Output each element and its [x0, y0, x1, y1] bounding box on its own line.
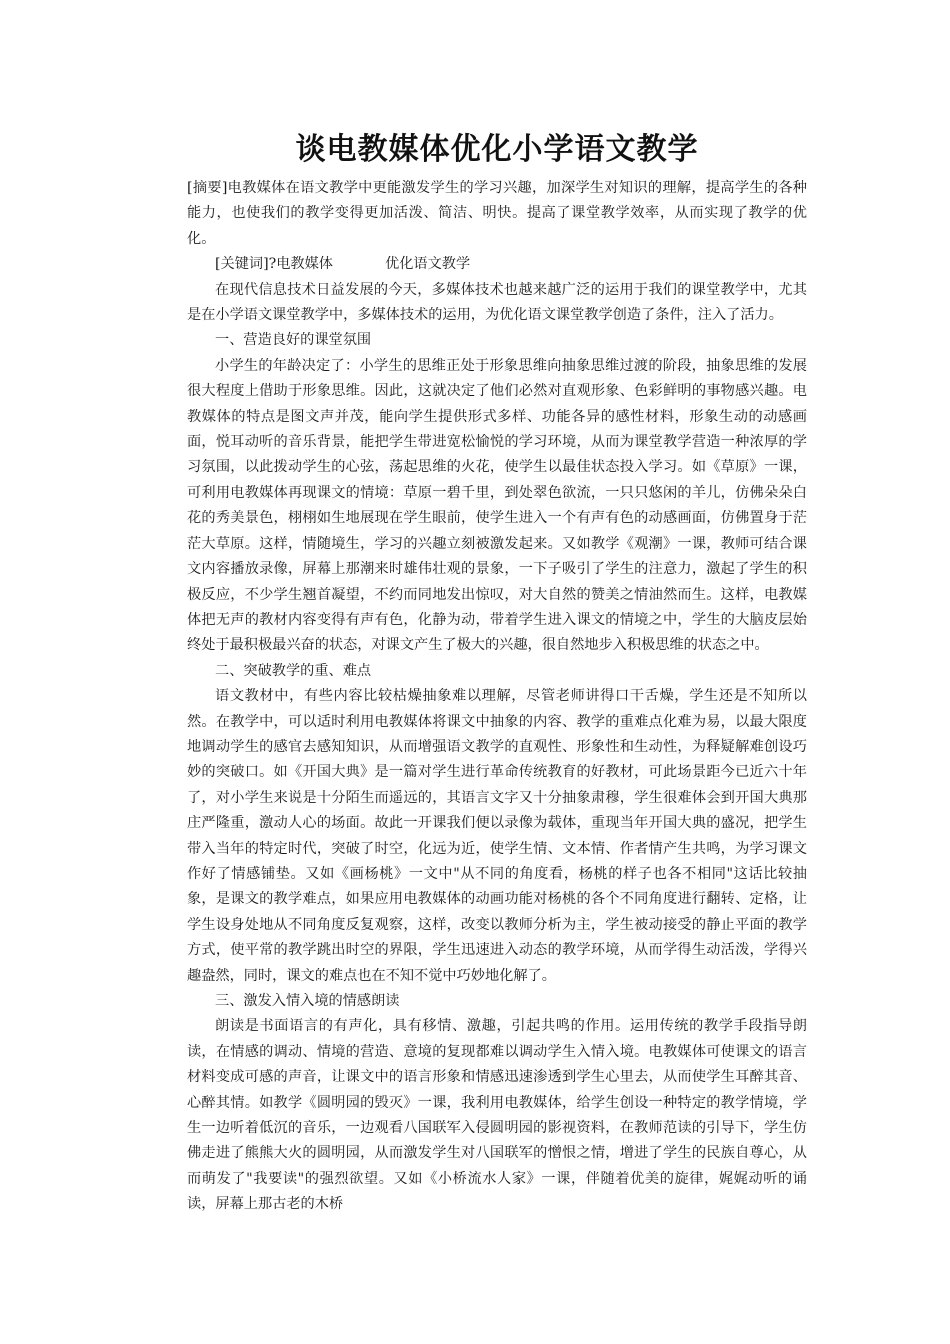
abstract-paragraph: [摘要]电教媒体在语文教学中更能激发学生的学习兴趣，加深学生对知识的理解，提高学生的各种能力，也使我们的教学变得更加活泼、简洁、明快。提高了课堂教学效率，从而实现了教学的优化。: [187, 180, 807, 247]
section3-heading: 三、激发入情入境的情感朗读: [215, 993, 400, 1009]
section3-body: 朗读是书面语言的有声化，具有移情、激趣，引起共鸣的作用。运用传统的教学手段指导朗读，在情感的调动、情境的营造、意境的复现都难以调动学生入情入境。电教媒体可使课文的语言材料变成可感的声音，让课文中的语言形象和情感迅速渗透到学生心里去，从而使学生耳醉其音、心醉其情。如教学《圆明园的毁灭》一课，我利用电教媒体，给学生创设一种特定的教学情境，学生一边听着低沉的音乐，一边观看八国联军入侵圆明园的影视资料，在教师范读的引导下，学生仿佛走进了熊熊大火的圆明园，从而激发学生对八国联军的憎恨之情，增进了学生的民族自尊心，从而萌发了"我要读"的强烈欲望。又如《小桥流水人家》一课，伴随着优美的旋律，娓娓动听的诵读，屏幕上那古老的木桥: [187, 1018, 807, 1213]
section2-heading: 二、突破教学的重、难点: [215, 662, 372, 679]
section2-body: 语文教材中，有些内容比较枯燥抽象难以理解，尽管老师讲得口干舌燥，学生还是不知所以然。在教学中，可以适时利用电教媒体将课文中抽象的内容、教学的重难点化难为易，以最大限度地调动学生的感官去感知知识，从而增强语文教学的直观性、形象性和生动性，为释疑解难创设巧妙的突破口。如《开国大典》是一篇对学生进行革命传统教育的好教材，可此场景距今已近六十年了，对小学生来说是十分陌生而遥远的，其语言文字又十分抽象肃穆，学生很难体会到开国大典那庄严隆重，激动人心的场面。故此一开课我们便以录像为载体，重现当年开国大典的盛况，把学生带入当年的特定时代，突破了时空，化远为近，使学生情、文本情、作者情产生共鸣，为学习课文作好了情感铺垫。又如《画杨桃》一文中"从不同的角度看，杨桃的样子也各不相同"这话比较抽象，是课文的教学难点，如果应用电教媒体的动画功能对杨桃的各个不同角度进行翻转、定格，让学生设身处地从不同角度反复观察，这样，改变以教师分析为主，学生被动接受的静止平面的教学方式，使平常的教学跳出时空的界限，学生迅速进入动态的教学环境，从而学得生动活泼，学得兴趣盎然，同时，课文的难点也在不知不觉中巧妙地化解了。: [187, 688, 807, 984]
keywords-line: [187, 252, 807, 277]
intro-paragraph: 在现代信息技术日益发展的今天，多媒体技术也越来越广泛的运用于我们的课堂教学中，尤其是在小学语文课堂教学中，多媒体技术的运用，为优化语文课堂教学创造了条件，注入了活力。: [187, 281, 807, 324]
section1-body: 小学生的年龄决定了：小学生的思维正处于形象思维向抽象思维过渡的阶段，抽象思维的发展很大程度上借助于形象思维。因此，这就决定了他们必然对直观形象、色彩鲜明的事物感兴趣。电教媒体的特点是图文声并茂，能向学生提供形式多样、功能各异的感性材料，形象生动的动感画面，悦耳动听的音乐背景，能把学生带进宽松愉悦的学习环境，从而为课堂教学营造一种浓厚的学习氛围，以此拨动学生的心弦，荡起思维的火花，使学生以最佳状态投入学习。如《草原》一课，可利用电教媒体再现课文的情境：草原一碧千里，到处翠色欲流，一只只悠闲的羊儿，仿佛朵朵白花的秀美景色，栩栩如生地展现在学生眼前，使学生进入一个有声有色的动感画面，仿佛置身于茫茫大草原。这样，情随境生，学习的兴趣立刻被激发起来。又如教学《观潮》一课，教师可结合课文内容播放录像，屏幕上那潮来时雄伟壮观的景象，一下子吸引了学生的注意力，激起了学生的积极反应，不少学生翘首凝望，不约而同地发出惊叹，对大自然的赞美之情油然而生。这样，电教媒体把无声的教材内容变得有声有色，化静为动，带着学生进入课文的情境之中，学生的大脑皮层始终处于最积极最兴奋的状态，对课文产生了极大的兴趣，很自然地步入积极思维的状态之中。: [187, 357, 807, 654]
document-page: [187, 128, 807, 1218]
keywords-label: [关键词]?电教媒体: [215, 256, 333, 273]
keywords-second: 优化语文教学: [385, 256, 471, 273]
document-title: 谈电教媒体优化小学语文教学: [295, 132, 699, 167]
section1-heading: 一、营造良好的课堂氛围: [215, 332, 372, 349]
